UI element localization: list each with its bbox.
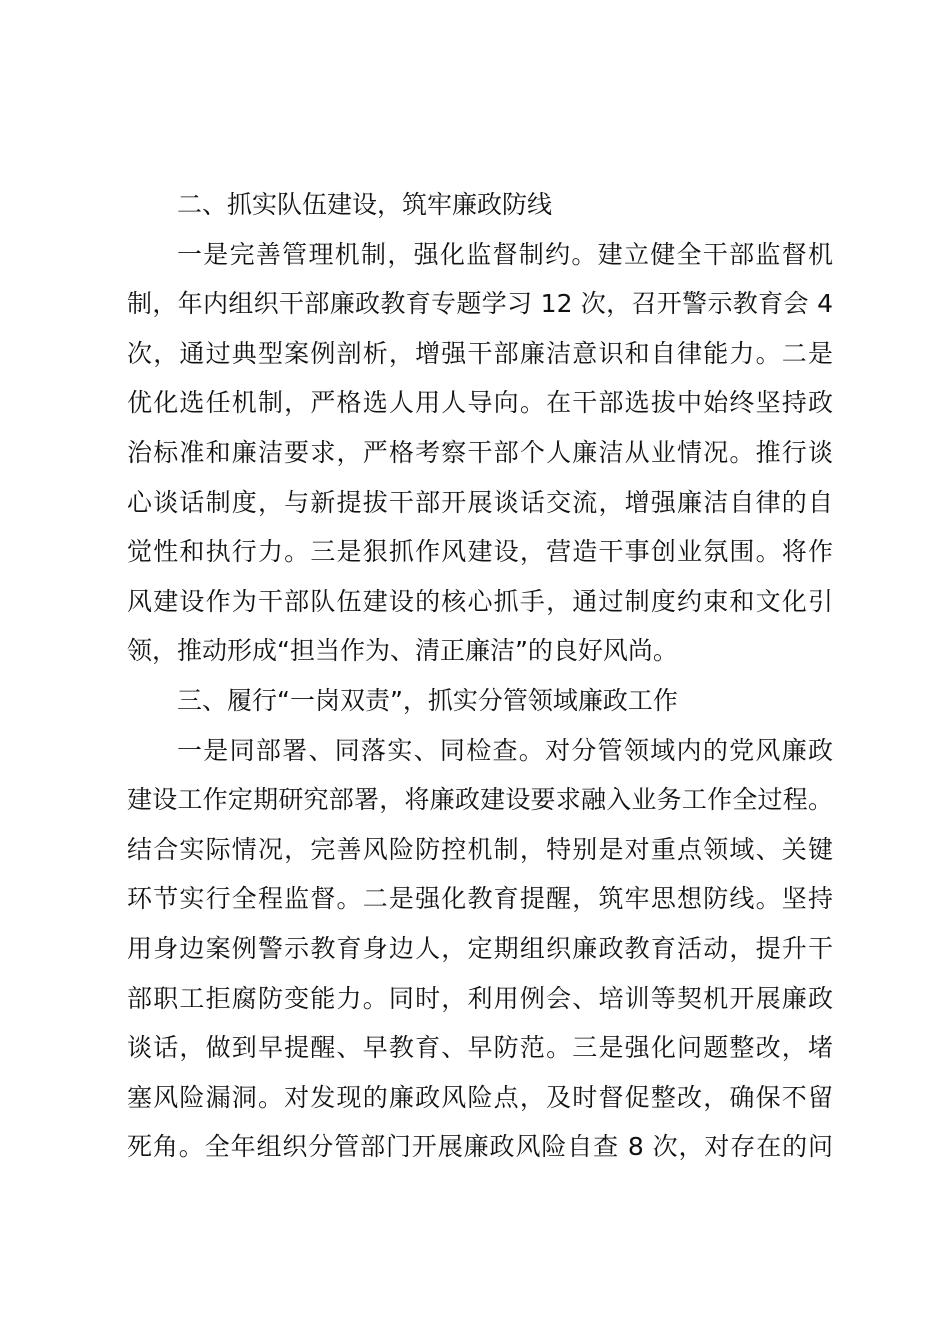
paragraph-line: 用身边案例警示教育身边人，定期组织廉政教育活动，提升干 [127, 933, 833, 963]
paragraph-line: 一是完善管理机制，强化监督制约。建立健全干部监督机 [177, 239, 833, 269]
paragraph-line: 心谈话制度，与新提拔干部开展谈话交流，增强廉洁自律的自 [127, 487, 833, 517]
section-heading-3: 三、履行“一岗双责”，抓实分管领域廉政工作 [177, 685, 678, 715]
paragraph-line: 风建设作为干部队伍建设的核心抓手，通过制度约束和文化引 [127, 586, 833, 616]
paragraph-line: 建设工作定期研究部署，将廉政建设要求融入业务工作全过程。 [127, 785, 833, 815]
paragraph-line: 制，年内组织干部廉政教育专题学习 12 次，召开警示教育会 4 [127, 289, 833, 319]
paragraph-line: 领，推动形成“担当作为、清正廉洁”的良好风尚。 [127, 636, 678, 666]
paragraph-line: 觉性和执行力。三是狠抓作风建设，营造干事创业氛围。将作 [127, 537, 833, 567]
paragraph-line: 结合实际情况，完善风险防控机制，特别是对重点领域、关键 [127, 834, 833, 864]
paragraph-line: 死角。全年组织分管部门开展廉政风险自查 8 次，对存在的问 [127, 1132, 833, 1162]
paragraph-line: 优化选任机制，严格选人用人导向。在干部选拔中始终坚持政 [127, 388, 833, 418]
body-text [127, 180, 833, 1172]
paragraph-line: 次，通过典型案例剖析，增强干部廉洁意识和自律能力。二是 [127, 338, 833, 368]
paragraph-line: 部职工拒腐防变能力。同时，利用例会、培训等契机开展廉政 [127, 983, 833, 1013]
paragraph-line: 治标准和廉洁要求，严格考察干部个人廉洁从业情况。推行谈 [127, 437, 833, 467]
paragraph-line: 环节实行全程监督。二是强化教育提醒，筑牢思想防线。坚持 [127, 884, 833, 914]
paragraph-line: 谈话，做到早提醒、早教育、早防范。三是强化问题整改，堵 [127, 1033, 833, 1063]
section-heading-2: 二、抓实队伍建设，筑牢廉政防线 [177, 190, 553, 219]
paragraph-line: 一是同部署、同落实、同检查。对分管领域内的党风廉政 [177, 735, 833, 765]
paragraph-line: 塞风险漏洞。对发现的廉政风险点，及时督促整改，确保不留 [127, 1082, 833, 1112]
